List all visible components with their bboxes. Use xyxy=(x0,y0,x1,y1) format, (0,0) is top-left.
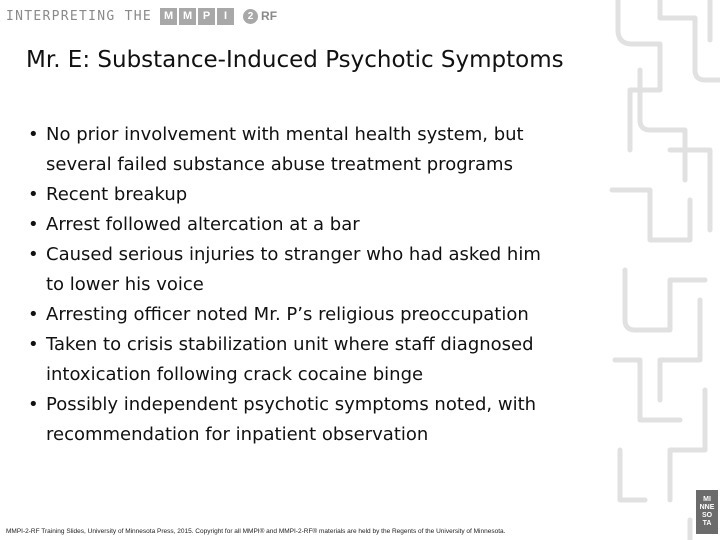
logo-number-circle: 2 xyxy=(243,9,258,24)
bullet-list xyxy=(28,120,618,450)
bullet-glyph: • xyxy=(28,394,39,415)
logo-line: TA xyxy=(702,520,712,527)
copyright-footer: MMPI-2-RF Training Slides, University of Minnesota Press, 2015. Copyright for all MMPI® and MMPI-2-RF® materials are held by the Regents of the University of Minnesota. xyxy=(6,528,506,535)
bullet-glyph: • xyxy=(28,334,39,355)
bullet-line: recommendation for inpatient observation xyxy=(46,424,429,445)
bullet-line: several failed substance abuse treatment programs xyxy=(46,154,513,175)
bullet-item xyxy=(28,120,618,180)
bullet-item xyxy=(28,300,618,330)
bullet-item xyxy=(28,330,618,390)
bullet-line: intoxication following crack cocaine binge xyxy=(46,364,424,385)
bullet-glyph: • xyxy=(28,304,39,325)
header-branding xyxy=(6,5,277,27)
logo-line: SO xyxy=(701,512,713,519)
bullet-glyph: • xyxy=(28,124,39,145)
bullet-item xyxy=(28,390,618,450)
logo-letter: I xyxy=(217,8,234,25)
university-logo xyxy=(696,490,718,534)
bullet-glyph: • xyxy=(28,214,39,235)
logo-line: NNE xyxy=(699,504,715,511)
bullet-line: Caused serious injuries to stranger who had asked him xyxy=(46,244,541,265)
slide-title: Mr. E: Substance-Induced Psychotic Symptoms xyxy=(26,47,564,73)
bullet-line: to lower his voice xyxy=(46,274,204,295)
logo-letter: P xyxy=(198,8,215,25)
mmpi-logo xyxy=(160,8,236,25)
bullet-item xyxy=(28,210,618,240)
bullet-glyph: • xyxy=(28,184,39,205)
header-text: INTERPRETING THE xyxy=(6,8,153,24)
bullet-line: Taken to crisis stabilization unit where staff diagnosed xyxy=(46,334,534,355)
logo-line: MI xyxy=(703,496,711,503)
bullet-line: Arresting officer noted Mr. P’s religious preoccupation xyxy=(46,304,529,325)
bullet-line: Recent breakup xyxy=(46,184,188,205)
logo-letter: M xyxy=(179,8,196,25)
bullet-item xyxy=(28,240,618,300)
logo-letter: M xyxy=(160,8,177,25)
bullet-line: Arrest followed altercation at a bar xyxy=(46,214,360,235)
bullet-item xyxy=(28,180,618,210)
bullet-line: No prior involvement with mental health system, but xyxy=(46,124,524,145)
bullet-line: Possibly independent psychotic symptoms noted, with xyxy=(46,394,537,415)
logo-suffix: RF xyxy=(261,9,278,23)
decorative-pattern xyxy=(600,0,720,540)
bullet-glyph: • xyxy=(28,244,39,265)
